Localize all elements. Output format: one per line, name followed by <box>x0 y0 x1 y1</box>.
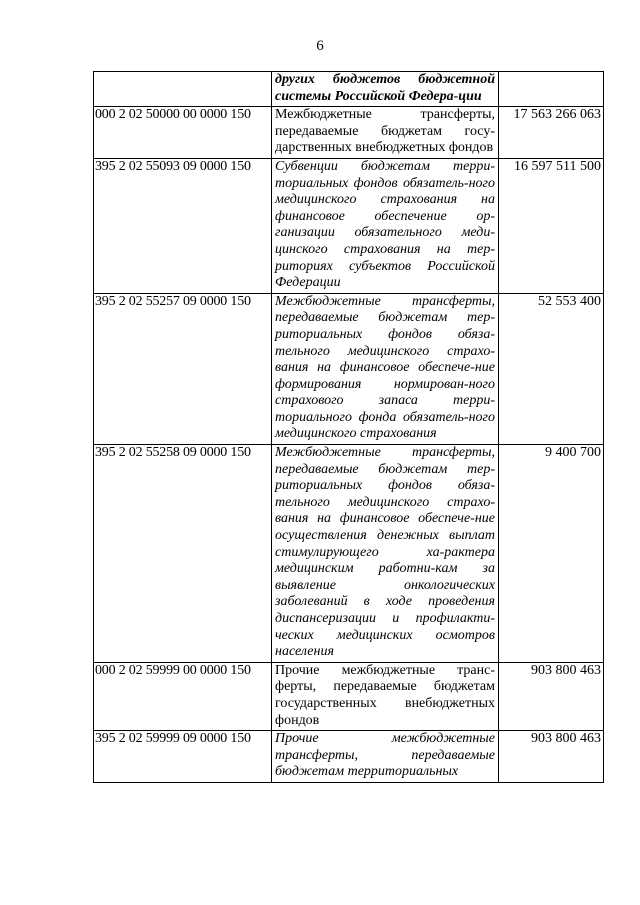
table-row <box>94 72 604 107</box>
amount-cell: 16 597 511 500 <box>499 158 604 293</box>
amount-cell: 903 800 463 <box>499 662 604 730</box>
classification-code-cell: 395 2 02 55257 09 0000 150 <box>94 293 272 444</box>
table-row <box>94 158 604 293</box>
amount-cell: 903 800 463 <box>499 731 604 783</box>
classification-code-cell: 000 2 02 50000 00 0000 150 <box>94 107 272 159</box>
table-row <box>94 107 604 159</box>
page-number: 6 <box>316 38 324 54</box>
table-row <box>94 445 604 663</box>
table-row <box>94 731 604 783</box>
amount-cell: 52 553 400 <box>499 293 604 444</box>
budget-table <box>93 71 604 783</box>
classification-code-cell: 000 2 02 59999 00 0000 150 <box>94 662 272 730</box>
classification-code-cell: 395 2 02 55258 09 0000 150 <box>94 445 272 663</box>
table-row <box>94 662 604 730</box>
item-name-cell: Межбюджетные трансферты, передаваемые бюджетам тер-риториальных фондов обяза-тельного медицинского страхо-вания на финансовое обеспече-ние формирования нормирован-ного страхового запаса терри-ториального фонда обязатель-ного медицинского страхования <box>272 293 499 444</box>
item-name-cell: Прочие межбюджетные транс-ферты, передаваемые бюджетам государственных внебюджетных фондов <box>272 662 499 730</box>
amount-cell <box>499 72 604 107</box>
amount-cell: 9 400 700 <box>499 445 604 663</box>
table-row <box>94 293 604 444</box>
classification-code-cell: 395 2 02 55093 09 0000 150 <box>94 158 272 293</box>
amount-cell: 17 563 266 063 <box>499 107 604 159</box>
classification-code-cell <box>94 72 272 107</box>
item-name-cell: Субвенции бюджетам терри-ториальных фондов обязатель-ного медицинского страхования на финансовое обеспечение ор-ганизации обязательного меди-цинского страхования на тер-риториях субъектов Российской Федерации <box>272 158 499 293</box>
item-name-cell: Межбюджетные трансферты, передаваемые бюджетам тер-риториальных фондов обяза-тельного медицинского страхо-вания на финансовое обеспече-ние осуществления денежных выплат стимулирующего ха-рактера медицинским работни-кам за выявление онкологических заболеваний в ходе проведения диспансеризации и профилакти-ческих медицинских осмотров населения <box>272 445 499 663</box>
item-name-cell: других бюджетов бюджетной системы Российской Федера-ции <box>272 72 499 107</box>
classification-code-cell: 395 2 02 59999 09 0000 150 <box>94 731 272 783</box>
item-name-cell: Межбюджетные трансферты, передаваемые бюджетам госу-дарственных внебюджетных фондов <box>272 107 499 159</box>
item-name-cell: Прочие межбюджетные трансферты, передаваемые бюджетам территориальных <box>272 731 499 783</box>
